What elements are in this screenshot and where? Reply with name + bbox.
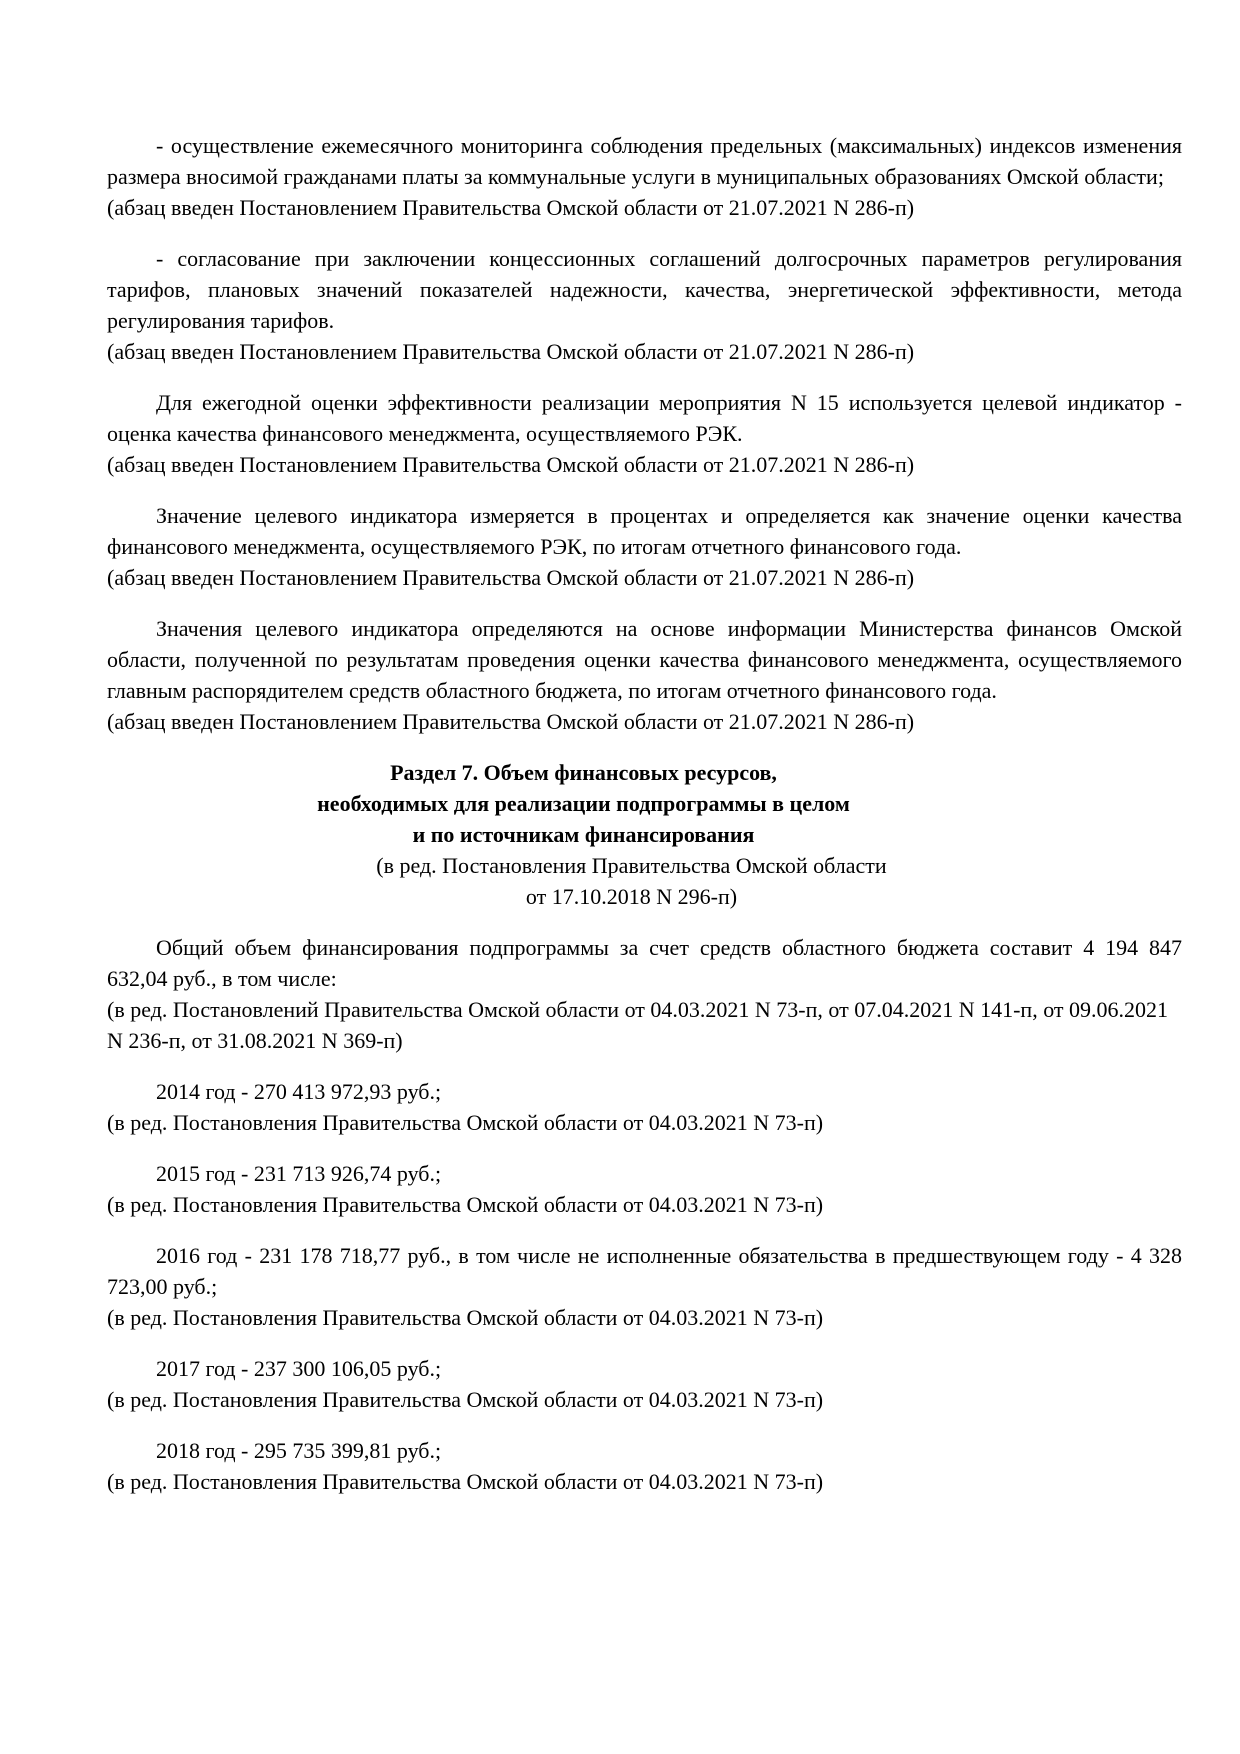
amendment-note: (абзац введен Постановлением Правительства Омской области от 21.07.2021 N 286-п)	[107, 339, 915, 364]
text-group	[107, 387, 1182, 480]
text-group	[107, 500, 1182, 593]
text-group	[107, 1435, 1182, 1497]
amendment-note: (в ред. Постановления Правительства Омской области от 04.03.2021 N 73-п)	[107, 1469, 824, 1494]
text-group	[107, 932, 1182, 1056]
heading-amendment-line: от 17.10.2018 N 296-п)	[525, 884, 738, 909]
body-paragraph: 2017 год - 237 300 106,05 руб.;	[156, 1356, 442, 1381]
amendment-note: (в ред. Постановлений Правительства Омской области от 04.03.2021 N 73-п, от 07.04.2021 N 141-п, от 09.06.2021 N 236-п, от 31.08.2021 N 369-п)	[107, 997, 1169, 1053]
body-paragraph: Общий объем финансирования подпрограммы за счет средств областного бюджета составит 4 194 847 632,04 руб., в том числе:	[107, 935, 1182, 991]
text-group	[107, 1158, 1182, 1220]
body-paragraph: Значения целевого индикатора определяются на основе информации Министерства финансов Омской области, полученной по результатам проведения оценки качества финансового менеджмента, осуществляемого главным распорядителем средств областного бюджета, по итогам отчетного финансового года.	[107, 616, 1182, 703]
amendment-note: (в ред. Постановления Правительства Омской области от 04.03.2021 N 73-п)	[107, 1192, 824, 1217]
amendment-note: (абзац введен Постановлением Правительства Омской области от 21.07.2021 N 286-п)	[107, 452, 915, 477]
body-paragraph: Значение целевого индикатора измеряется в процентах и определяется как значение оценки качества финансового менеджмента, осуществляемого РЭК, по итогам отчетного финансового года.	[107, 503, 1182, 559]
amendment-note: (абзац введен Постановлением Правительства Омской области от 21.07.2021 N 286-п)	[107, 565, 915, 590]
body-paragraph: - осуществление ежемесячного мониторинга соблюдения предельных (максимальных) индексов изменения размера вносимой гражданами платы за коммунальные услуги в муниципальных образованиях Омской области;	[107, 133, 1182, 189]
body-paragraph: Для ежегодной оценки эффективности реализации мероприятия N 15 используется целевой индикатор - оценка качества финансового менеджмента, осуществляемого РЭК.	[107, 390, 1182, 446]
amendment-note: (в ред. Постановления Правительства Омской области от 04.03.2021 N 73-п)	[107, 1110, 824, 1135]
text-group	[107, 130, 1182, 223]
section-heading-line: Раздел 7. Объем финансовых ресурсов,	[390, 760, 777, 785]
text-group	[107, 613, 1182, 737]
text-group	[107, 1353, 1182, 1415]
amendment-note: (в ред. Постановления Правительства Омской области от 04.03.2021 N 73-п)	[107, 1305, 824, 1330]
text-group	[107, 1240, 1182, 1333]
text-group	[107, 757, 1182, 912]
amendment-note: (абзац введен Постановлением Правительства Омской области от 21.07.2021 N 286-п)	[107, 709, 915, 734]
heading-amendment-line: (в ред. Постановления Правительства Омской области	[376, 853, 887, 878]
body-paragraph: - согласование при заключении концессионных соглашений долгосрочных параметров регулирования тарифов, плановых значений показателей надежности, качества, энергетической эффективности, метода регулирования тарифов.	[107, 246, 1182, 333]
section-heading-line: необходимых для реализации подпрограммы в целом	[317, 791, 850, 816]
body-paragraph: 2018 год - 295 735 399,81 руб.;	[156, 1438, 442, 1463]
text-group	[107, 1076, 1182, 1138]
section-heading-line: и по источникам финансирования	[412, 822, 755, 847]
body-paragraph: 2015 год - 231 713 926,74 руб.;	[156, 1161, 442, 1186]
body-paragraph: 2014 год - 270 413 972,93 руб.;	[156, 1079, 442, 1104]
amendment-note: (абзац введен Постановлением Правительства Омской области от 21.07.2021 N 286-п)	[107, 195, 915, 220]
body-paragraph: 2016 год - 231 178 718,77 руб., в том числе не исполненные обязательства в предшествующем году - 4 328 723,00 руб.;	[107, 1243, 1182, 1299]
amendment-note: (в ред. Постановления Правительства Омской области от 04.03.2021 N 73-п)	[107, 1387, 824, 1412]
text-group	[107, 243, 1182, 367]
